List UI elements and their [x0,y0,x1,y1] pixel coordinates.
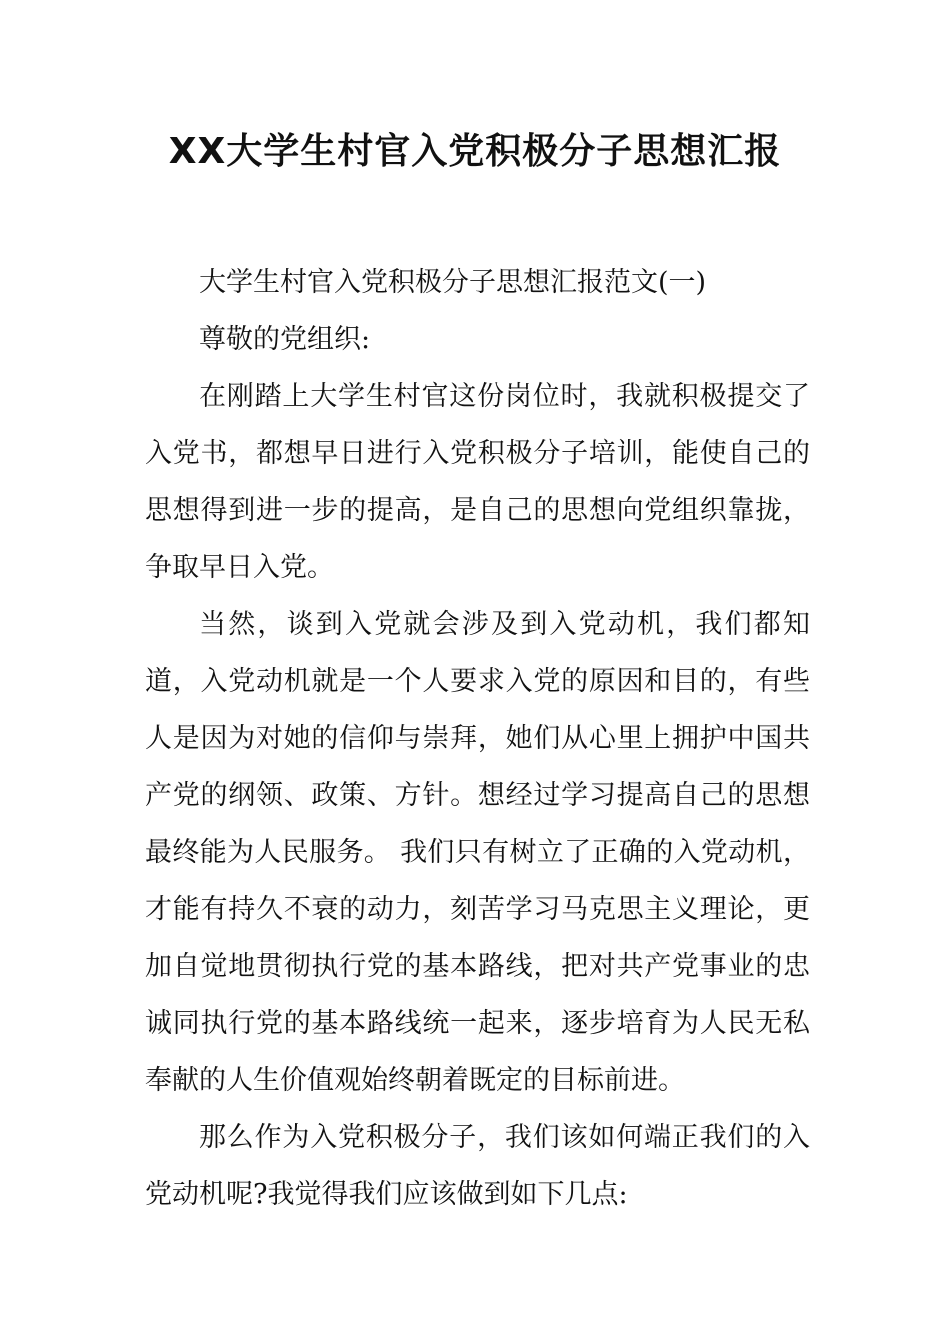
document-body [145,254,810,1223]
paragraph-3: 那么作为入党积极分子，我们该如何端正我们的入党动机呢?我觉得我们应该做到如下几点: [145,1122,810,1210]
paragraph-salutation: 尊敬的党组织: [199,324,371,355]
paragraph-1: 在刚踏上大学生村官这份岗位时，我就积极提交了入党书，都想早日进行入党积极分子培训，能使自己的思想得到进一步的提高，是自己的思想向党组织靠拢，争取早日入党。 [145,381,810,583]
paragraph-subtitle: 大学生村官入党积极分子思想汇报范文(一) [199,267,707,298]
document-title: XX大学生村官入党积极分子思想汇报 [168,131,782,172]
paragraph-2: 当然，谈到入党就会涉及到入党动机，我们都知道，入党动机就是一个人要求入党的原因和目的，有些人是因为对她的信仰与崇拜，她们从心里上拥护中国共产党的纲领、政策、方针。想经过学习提高自己的思想最终能为人民服务。 我们只有树立了正确的入党动机，才能有持久不衰的动力，刻苦学习马克思主义理论，更加自觉地贯彻执行党的基本路线，把对共产党事业的忠诚同执行党的基本路线统一起来，逐步培育为人民无私奉献的人生价值观始终朝着既定的目标前进。 [145,609,810,1096]
